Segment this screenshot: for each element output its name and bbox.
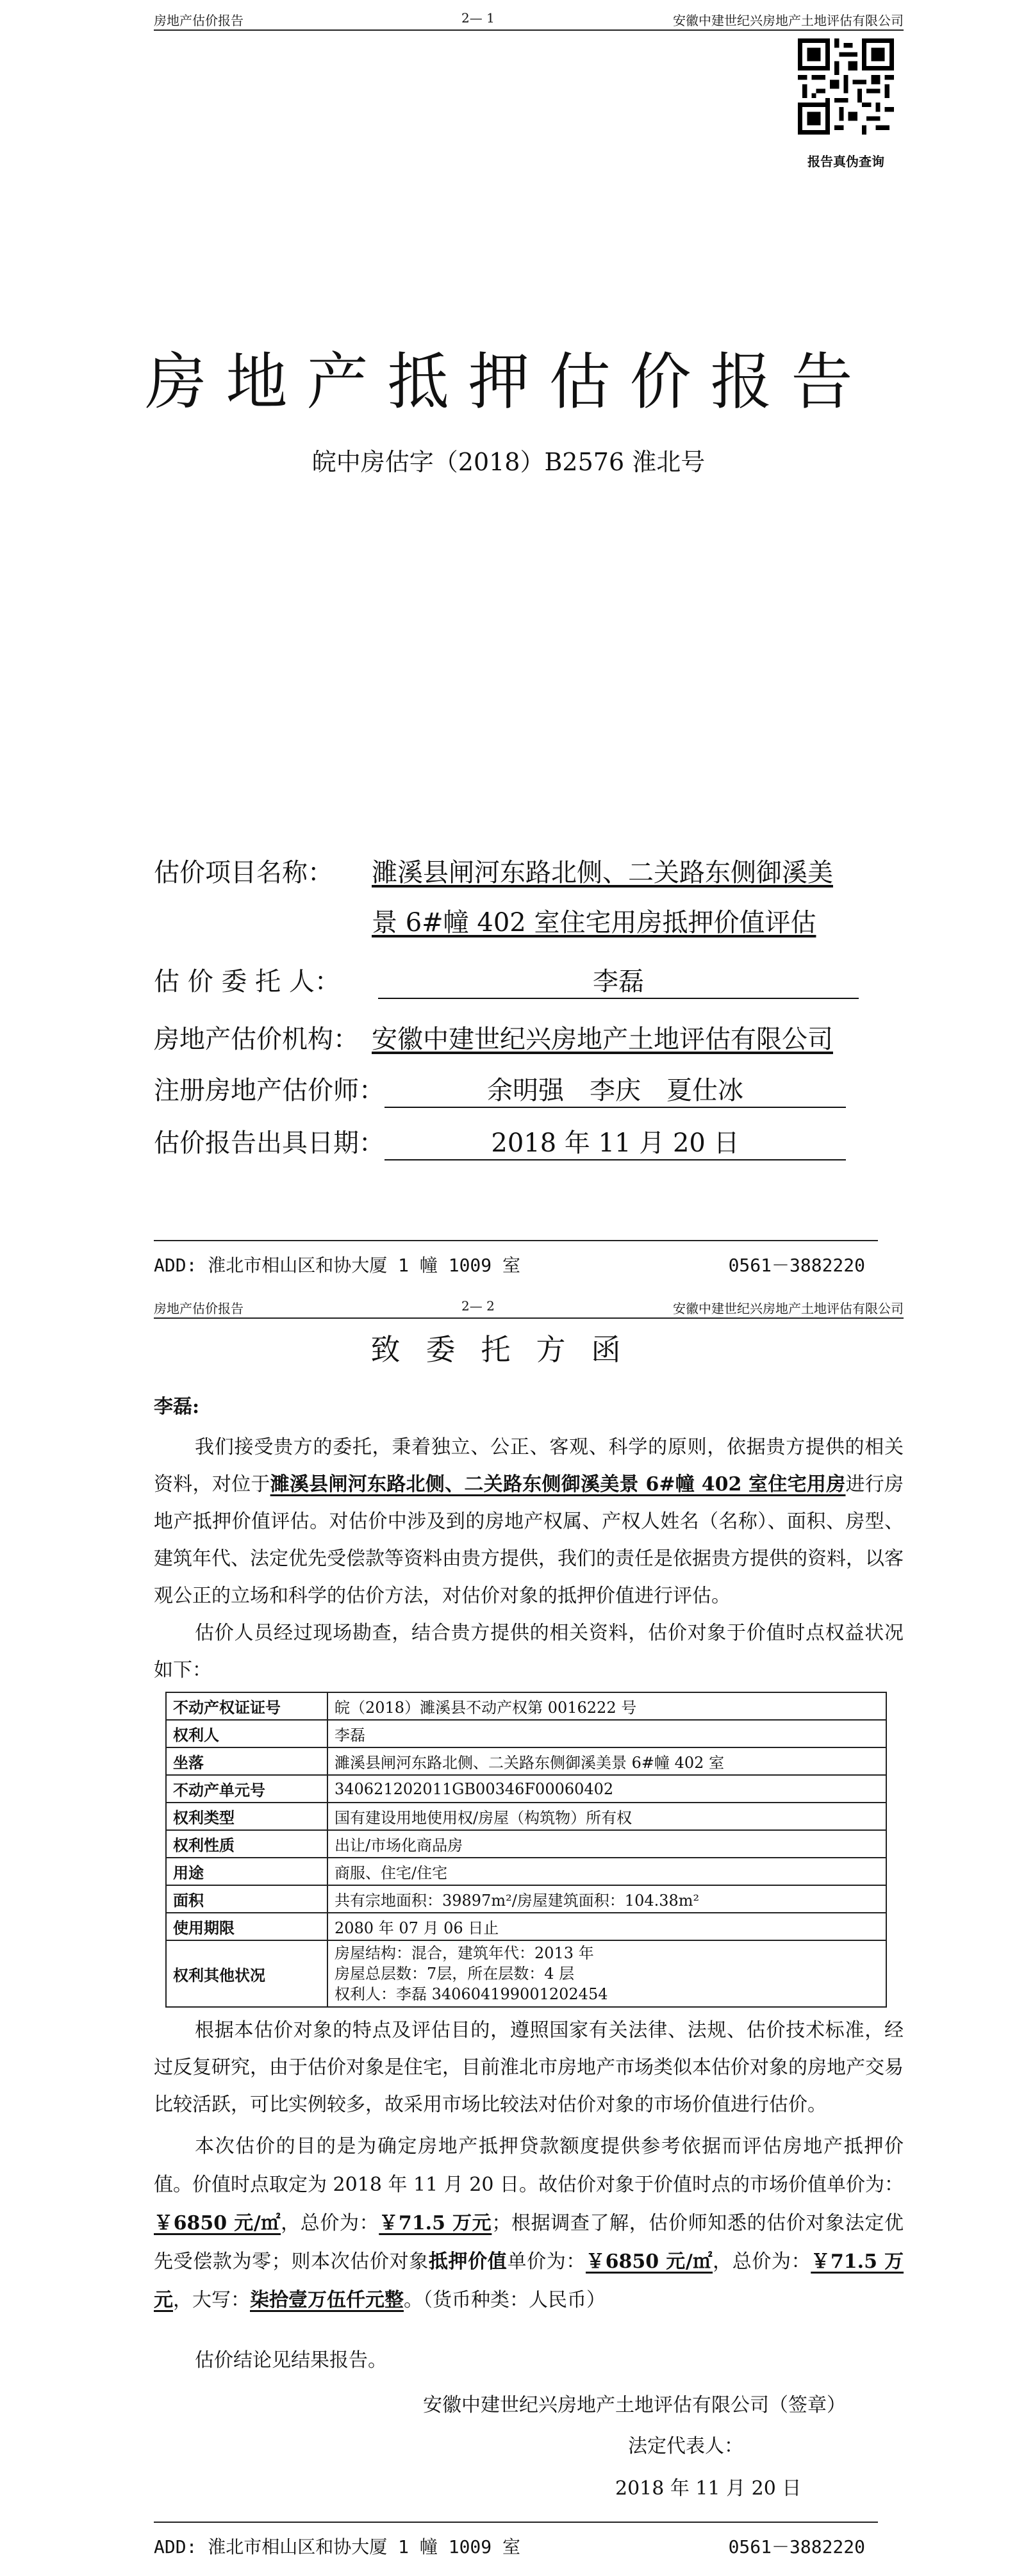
- rights-value: 共有宗地面积：39897m²/房屋建筑面积：104.38m²: [327, 1885, 886, 1913]
- property-location: 濉溪县闸河东路北侧、二关路东侧御溪美景 6#幢 402 室住宅用房: [270, 1473, 846, 1496]
- rights-row: [166, 1720, 886, 1747]
- rights-value: 皖（2018）濉溪县不动产权第 0016222 号: [327, 1692, 886, 1720]
- header-left: 房地产估价报告: [154, 13, 244, 28]
- para1-text-a: 我们接受贵方的委托，秉着独立、公正、客观、科学的原则，依据贵方提供的相关资料，对位于: [154, 1436, 904, 1496]
- page-header: [154, 1294, 904, 1319]
- rights-value: 商服、住宅/住宅: [327, 1858, 886, 1885]
- para4-text-c: ；根据调查了解，估价师知悉的估价对象法定优先受偿款为零；则本次估价对象: [154, 2212, 904, 2273]
- rights-value: 国有建设用地使用权/房屋（构筑物）所有权: [327, 1803, 886, 1830]
- letter-paragraph-3: 根据本估价对象的特点及评估目的，遵照国家有关法律、法规、估价技术标准，经过反复研究，由于估价对象是住宅，目前淮北市房地产市场类似本估价对象的房地产交易比较活跃，可比实例较多，故采用市场比较法对估价对象的市场价值进行估价。: [154, 2019, 904, 2116]
- qr-code-icon[interactable]: [798, 38, 894, 135]
- rights-key: 权利性质: [166, 1830, 327, 1858]
- document-number: 皖中房估字（2018）B2576 淮北号: [311, 448, 706, 476]
- rights-value: 2080 年 07 月 06 日止: [327, 1913, 886, 1940]
- client-row: [154, 961, 891, 1000]
- footer-phone: 0561－3882220: [728, 1255, 865, 1276]
- page-header: [154, 6, 904, 31]
- report-cover-page: [0, 0, 1017, 1282]
- appraiser-row: [154, 1070, 891, 1109]
- letter-paragraph-1: [154, 1429, 904, 1615]
- rights-row: [166, 1775, 886, 1803]
- para1-text-c: 进行房地产抵押价值评估。对估价中涉及到的房地产权属、产权人姓名（名称）、面积、房型、建筑年代、法定优先受偿款等资料由贵方提供，我们的责任是依据贵方提供的资料，以客观公正的立场和科学的估价方法，对估价对象的抵押价值进行评估。: [154, 1473, 904, 1607]
- footer-divider: [154, 2522, 878, 2523]
- signature-company: 安徽中建世纪兴房地产土地评估有限公司（签章）: [423, 2394, 846, 2416]
- mortgage-value-label: 抵押价值: [428, 2250, 508, 2273]
- para4-text-b: ，总价为：: [281, 2212, 379, 2234]
- rights-table: [165, 1692, 887, 2008]
- para4-text-e: ，总价为：: [713, 2250, 811, 2273]
- letter-paragraph-5: 估价结论见结果报告。: [195, 2349, 387, 2372]
- rights-other-label: 权利其他状况: [166, 1940, 327, 2007]
- rights-row: [166, 1747, 886, 1775]
- total-price: ￥71.5 万元: [379, 2212, 492, 2234]
- other-line: 房屋结构：混合，建筑年代：2013 年: [335, 1944, 594, 1962]
- agency-label: 房地产估价机构：: [154, 1025, 359, 1054]
- page-footer: [154, 2522, 904, 2560]
- rights-key: 权利人: [166, 1720, 327, 1747]
- unit-price: ￥6850 元/㎡: [154, 2212, 281, 2234]
- letter-title: 致委托方函: [370, 1332, 647, 1367]
- footer-address: ADD: 淮北市相山区和协大厦 1 幢 1009 室: [154, 2536, 521, 2557]
- agency-row: [154, 1019, 891, 1057]
- issue-date-label: 估价报告出具日期：: [154, 1128, 384, 1158]
- rights-key: 坐落: [166, 1747, 327, 1775]
- other-line: 权利人：李磊 340604199001202454: [335, 1985, 608, 2003]
- letter-paragraph-2: 估价人员经过现场勘查，结合贵方提供的相关资料，估价对象于价值时点权益状况如下：: [154, 1622, 904, 1681]
- appraiser-value: 余明强 李庆 夏仕冰: [384, 1070, 846, 1108]
- project-name-line1: 濉溪县闸河东路北侧、二关路东侧御溪美: [372, 858, 833, 888]
- rights-key: 用途: [166, 1858, 327, 1885]
- rights-value: 濉溪县闸河东路北侧、二关路东侧御溪美景 6#幢 402 室: [327, 1747, 886, 1775]
- header-company: 安徽中建世纪兴房地产土地评估有限公司: [673, 1301, 904, 1316]
- project-name-line2: 景 6#幢 402 室住宅用房抵押价值评估: [372, 908, 816, 937]
- appraiser-label: 注册房地产估价师：: [154, 1076, 384, 1105]
- issue-date-value: 2018 年 11 月 20 日: [384, 1123, 846, 1160]
- rights-key: 权利类型: [166, 1803, 327, 1830]
- salutation: 李磊:: [154, 1396, 200, 1418]
- client-label: 估 价 委 托 人：: [154, 967, 340, 996]
- rights-row: [166, 1885, 886, 1913]
- rights-key: 不动产单元号: [166, 1775, 327, 1803]
- issue-date-row: [154, 1123, 891, 1161]
- header-page-number: 2— 2: [461, 1298, 495, 1314]
- rights-key: 不动产权证证号: [166, 1692, 327, 1720]
- rights-key: 面积: [166, 1885, 327, 1913]
- letter-paragraph-4: [154, 2127, 904, 2320]
- project-name-label: 估价项目名称：: [154, 858, 333, 888]
- mortgage-unit-price: ￥6850 元/㎡: [585, 2250, 713, 2273]
- footer-address: ADD: 淮北市相山区和协大厦 1 幢 1009 室: [154, 1255, 521, 1276]
- rights-value: 李磊: [327, 1720, 886, 1747]
- rights-value: 340621202011GB00346F00060402: [327, 1775, 886, 1803]
- para4-text-g: 。（货币种类：人民币）: [404, 2289, 606, 2311]
- signature-representative: 法定代表人：: [628, 2435, 743, 2457]
- para4-text-d: 单价为：: [507, 2250, 586, 2273]
- rights-other-value: [327, 1940, 886, 2007]
- mortgage-total-price: ￥71.5 万元: [154, 2250, 904, 2311]
- other-line: 房屋总层数：7层，所在层数：4 层: [335, 1965, 575, 1983]
- footer-divider: [154, 1240, 878, 1241]
- rights-row: [166, 1830, 886, 1858]
- agency-value: 安徽中建世纪兴房地产土地评估有限公司: [372, 1025, 833, 1054]
- header-company: 安徽中建世纪兴房地产土地评估有限公司: [673, 13, 904, 28]
- header-left: 房地产估价报告: [154, 1301, 244, 1316]
- para4-text-f: ，大写：: [173, 2289, 250, 2311]
- report-title: 房地产抵押估价报告: [145, 346, 872, 418]
- rights-key: 使用期限: [166, 1913, 327, 1940]
- rights-row: [166, 1858, 886, 1885]
- rights-value: 出让/市场化商品房: [327, 1830, 886, 1858]
- rights-row: [166, 1913, 886, 1940]
- qr-verify-label: 报告真伪查询: [807, 154, 884, 169]
- header-page-number: 2— 1: [461, 10, 495, 26]
- project-name-row: [154, 852, 891, 948]
- rights-row: [166, 1692, 886, 1720]
- client-value: 李磊: [378, 961, 859, 999]
- rights-other-row: [166, 1940, 886, 2007]
- footer-phone: 0561－3882220: [728, 2536, 865, 2557]
- page-footer: [154, 1240, 904, 1278]
- rights-row: [166, 1803, 886, 1830]
- client-letter-page: [0, 1288, 1017, 2576]
- para4-text-a: 本次估价的目的是为确定房地产抵押贷款额度提供参考依据而评估房地产抵押价值。价值时点取定为 2018 年 11 月 20 日。故估价对象于价值时点的市场价值单价为：: [154, 2135, 904, 2196]
- total-price-uppercase: 柒拾壹万伍仟元整: [250, 2289, 404, 2311]
- signature-date: 2018 年 11 月 20 日: [615, 2477, 802, 2500]
